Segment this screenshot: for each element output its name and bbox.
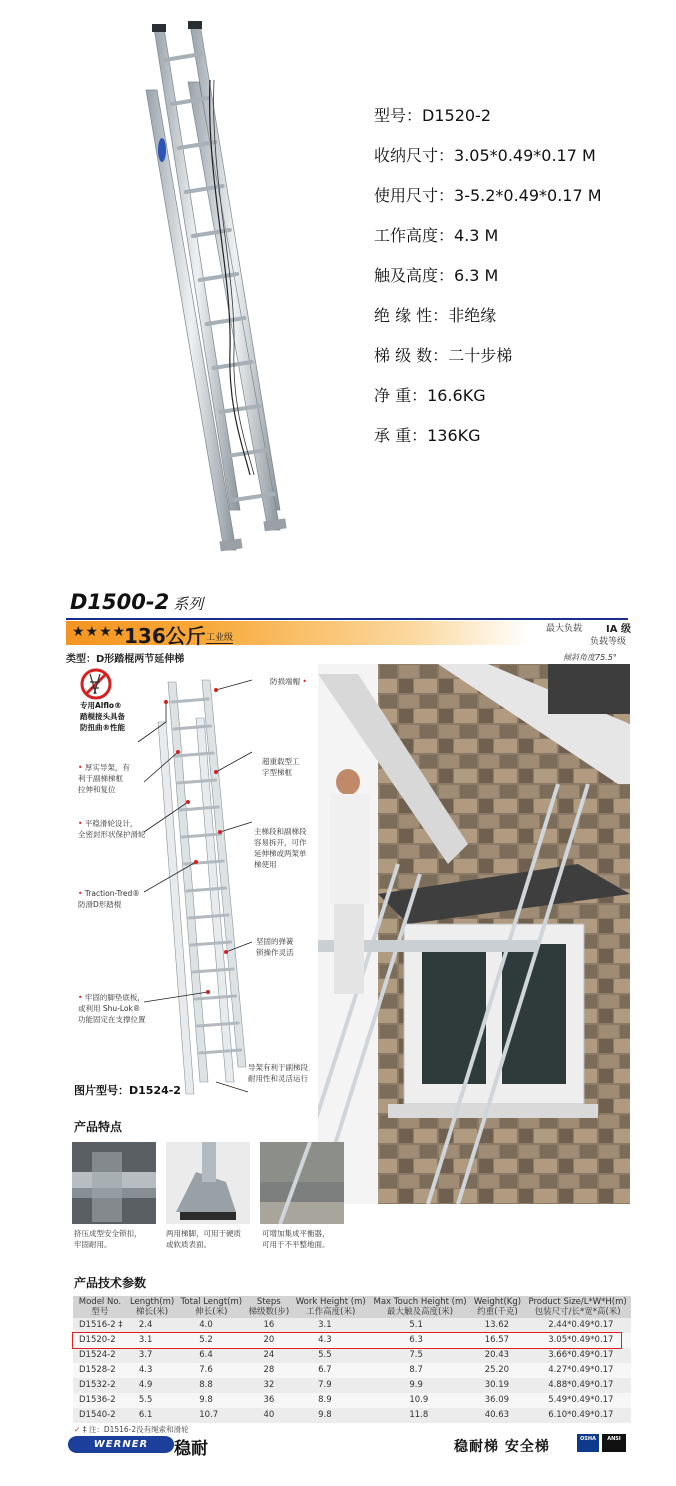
table-cell: 20	[246, 1333, 293, 1348]
load-rating-label: 负载等级	[590, 637, 627, 647]
load-rating-class: IA 级	[606, 624, 631, 635]
table-cell: 40	[246, 1408, 293, 1423]
table-row	[73, 1348, 631, 1363]
table-row	[73, 1408, 631, 1423]
table-cell: 7.9	[292, 1378, 369, 1393]
spec-net-weight: 净 重：16.6KG	[374, 386, 486, 405]
table-header-en: Work Height (m)	[295, 1297, 366, 1307]
ladder-type: 类型：D形踏棍两节延伸梯	[66, 654, 185, 665]
werner-logo: WERNER	[68, 1436, 174, 1453]
features-title: 产品特点	[74, 1120, 123, 1134]
table-header-en: Total Lengt(m)	[180, 1297, 243, 1307]
table-header-en: Max Touch Height (m)	[373, 1297, 467, 1307]
table-cell: 3.1	[127, 1333, 177, 1348]
spec-use-size: 使用尺寸：3-5.2*0.49*0.17 M	[374, 186, 602, 205]
table-cell: 5.1	[369, 1318, 470, 1333]
table-cell: 3.7	[127, 1348, 177, 1363]
spec-stored-size: 收纳尺寸：3.05*0.49*0.17 M	[374, 146, 596, 165]
table-cell: 24	[246, 1348, 293, 1363]
table-cell: 3.05*0.49*0.17	[524, 1333, 631, 1348]
table-header-1	[127, 1296, 177, 1318]
table-row	[73, 1318, 631, 1333]
table-header-0	[73, 1296, 127, 1318]
table-cell: 7.6	[177, 1363, 245, 1378]
table-cell: 8.8	[177, 1378, 245, 1393]
table-cell: 11.8	[369, 1408, 470, 1423]
table-cell: 5.5	[292, 1348, 369, 1363]
table-cell: 40.63	[471, 1408, 524, 1423]
spec-model: 型号：D1520-2	[374, 106, 492, 125]
table-cell: 10.7	[177, 1408, 245, 1423]
table-header-6	[471, 1296, 524, 1318]
table-cell: 16.57	[471, 1333, 524, 1348]
table-cell: 28	[246, 1363, 293, 1378]
table-header-cn: 型号	[91, 1307, 109, 1317]
callout-spring: 坚固的弹簧 锁操作灵活	[256, 937, 294, 957]
table-row	[73, 1393, 631, 1408]
table-cell: D1536-2	[73, 1393, 127, 1408]
table-cell: 4.88*0.49*0.17	[524, 1378, 631, 1393]
feature-caption-lock: 挤压成型安全锁扣， 牢固耐用。	[74, 1229, 142, 1249]
table-cell: 3.66*0.49*0.17	[524, 1348, 631, 1363]
leveler-photo	[260, 1142, 344, 1224]
table-cell: 4.3	[127, 1363, 177, 1378]
callout-end-cap: 防损端帽 •	[270, 677, 307, 686]
table-cell: 5.5	[127, 1393, 177, 1408]
table-cell: 13.62	[471, 1318, 524, 1333]
table-cell: D1516-2 ‡	[73, 1318, 127, 1333]
series-title: D1500-2 系列	[70, 590, 204, 614]
callout-guide-bottom: 导架有利于副梯段 耐用性和灵活运行	[248, 1063, 308, 1083]
max-load-label: 最大负载	[546, 624, 583, 634]
table-cell: 2.44*0.49*0.17	[524, 1318, 631, 1333]
table-row	[73, 1363, 631, 1378]
table-header-en: Model No.	[78, 1297, 122, 1307]
table-cell: 5.49*0.49*0.17	[524, 1393, 631, 1408]
ansi-badge: ANSI	[602, 1434, 626, 1452]
feature-caption-foot: 两用梯脚，可用于硬质 或软质表面。	[166, 1229, 241, 1249]
rating-stars: ★★★★	[72, 624, 127, 640]
table-cell: 7.5	[369, 1348, 470, 1363]
table-header-5	[369, 1296, 470, 1318]
table-cell: 6.3	[369, 1333, 470, 1348]
table-cell: 30.19	[471, 1378, 524, 1393]
table-cell: 6.10*0.49*0.17	[524, 1408, 631, 1423]
table-cell: 3.1	[292, 1318, 369, 1333]
table-cell: D1528-2	[73, 1363, 127, 1378]
ladder-foot-photo	[166, 1142, 250, 1224]
table-cell: 4.9	[127, 1378, 177, 1393]
table-cell: 9.8	[177, 1393, 245, 1408]
callout-guide: • 厚实导架，有 利于副梯梯框 拉伸和复位	[78, 763, 130, 794]
table-cell: 4.0	[177, 1318, 245, 1333]
table-cell: 8.9	[292, 1393, 369, 1408]
load-grade: 工业级	[206, 630, 233, 644]
spec-work-height: 工作高度：4.3 M	[374, 226, 499, 245]
table-cell: D1532-2	[73, 1378, 127, 1393]
diagram-rung	[198, 1023, 239, 1026]
highlighted-row-frame	[72, 1332, 622, 1349]
table-cell: 5.2	[177, 1333, 245, 1348]
footnote: ✓ ‡ 注：D1516-2没有绳索和滑轮	[74, 1425, 189, 1434]
table-header-en: Length(m)	[129, 1297, 175, 1307]
table-header-cn: 工作高度(米)	[306, 1307, 356, 1317]
callout-sections: 主梯段和副梯段 容易拆开，可作 延伸梯或两架单 梯使用	[254, 827, 307, 869]
extension-ladder-image	[140, 20, 300, 560]
table-header-4	[292, 1296, 369, 1318]
callout-pulley: • 平稳滑轮设计， 全密封形状保护滑轮	[78, 819, 146, 839]
tilt-angle: 倾斜角度75.5°	[563, 653, 617, 662]
table-header-7	[524, 1296, 631, 1318]
spec-insulation: 绝 缘 性：非绝缘	[374, 306, 497, 325]
table-header-en: Product Size/L*W*H(m)	[528, 1297, 627, 1307]
callout-i-beam: 超重载型工 字型梯框	[262, 757, 300, 777]
image-model-caption: 图片型号：D1524-2	[74, 1084, 181, 1097]
table-header-2	[177, 1296, 245, 1318]
table-row	[73, 1378, 631, 1393]
load-value: 136公斤	[124, 624, 206, 648]
table-header-cn: 伸长(米)	[195, 1307, 228, 1317]
spec-table	[73, 1296, 631, 1423]
spec-reach-height: 触及高度：6.3 M	[374, 266, 499, 285]
table-cell: D1524-2	[73, 1348, 127, 1363]
table-cell: 16	[246, 1318, 293, 1333]
table-header-cn: 包装尺寸/长*宽*高(米)	[534, 1307, 621, 1317]
table-header-cn: 约重(千克)	[477, 1307, 518, 1317]
brand-cn: 稳耐	[174, 1439, 208, 1459]
table-header-en: Weight(Kg)	[473, 1297, 522, 1307]
table-cell: 36	[246, 1393, 293, 1408]
spec-load-capacity: 承 重：136KG	[374, 426, 481, 445]
table-title: 产品技术参数	[74, 1276, 147, 1290]
spec-list	[374, 104, 664, 464]
table-cell: 6.4	[177, 1348, 245, 1363]
diagram-rung	[200, 1050, 241, 1053]
table-cell: 4.27*0.49*0.17	[524, 1363, 631, 1378]
table-cell: 25.20	[471, 1363, 524, 1378]
table-header-cn: 梯级数(步)	[248, 1307, 290, 1317]
callout-shoe: • 牢固的脚垫底板， 或利用 Shu-Lok® 功能固定在支撑位置	[78, 993, 146, 1024]
table-cell: 20.43	[471, 1348, 524, 1363]
table-cell: 8.7	[369, 1363, 470, 1378]
table-cell: 6.1	[127, 1408, 177, 1423]
table-header-cn: 梯长(米)	[135, 1307, 169, 1317]
house-usage-photo	[318, 664, 630, 1204]
osha-badge: OSHA	[577, 1434, 599, 1452]
spec-steps: 梯 级 数：二十步梯	[374, 346, 513, 365]
table-cell: 9.9	[369, 1378, 470, 1393]
table-cell: D1520-2	[73, 1333, 127, 1348]
table-header-3	[246, 1296, 293, 1318]
table-header-en: Steps	[256, 1297, 281, 1307]
table-cell: 36.09	[471, 1393, 524, 1408]
safety-lock-photo	[72, 1142, 156, 1224]
brand-slogan: 稳耐梯 安全梯	[454, 1439, 550, 1455]
feature-caption-leveler: 可增加集成平衡器， 可用于不平整地面。	[262, 1229, 330, 1249]
table-cell: 2.4	[127, 1318, 177, 1333]
table-cell: D1540-2	[73, 1408, 127, 1423]
table-cell: 6.7	[292, 1363, 369, 1378]
table-cell: 32	[246, 1378, 293, 1393]
table-cell: 4.3	[292, 1333, 369, 1348]
table-cell: 9.8	[292, 1408, 369, 1423]
table-header-cn: 最大触及高度(米)	[386, 1307, 454, 1317]
callout-no-twist: 专用Alflo® 踏棍接头具备 防扭曲®性能	[80, 701, 125, 732]
callout-traction: • Traction-Tred® 防滑D形踏棍	[78, 889, 140, 909]
table-cell: 10.9	[369, 1393, 470, 1408]
